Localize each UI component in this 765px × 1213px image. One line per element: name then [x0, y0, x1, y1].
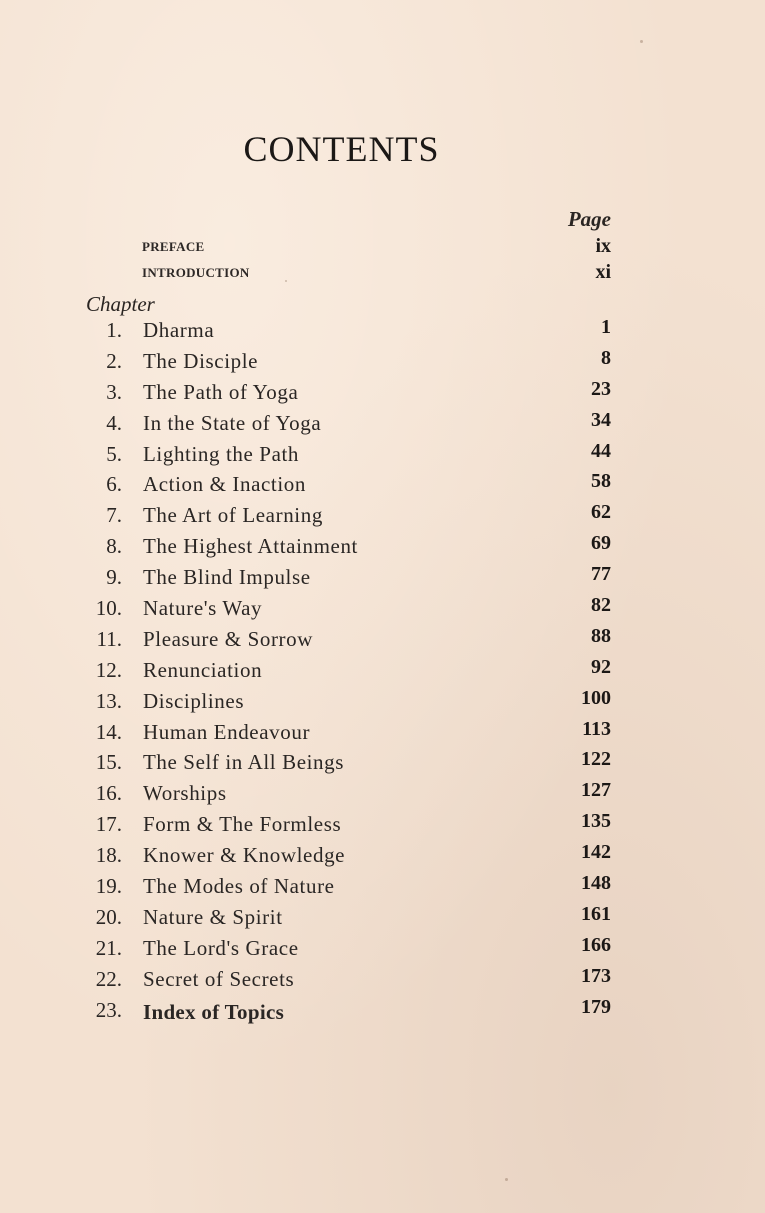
- chapter-row[interactable]: [0, 594, 765, 625]
- chapter-title: In the State of Yoga: [143, 410, 322, 435]
- chapter-row[interactable]: [0, 409, 765, 440]
- chapter-title: The Art of Learning: [143, 503, 323, 528]
- chapter-number: 3.: [106, 379, 122, 404]
- chapter-number: 22.: [95, 966, 122, 991]
- chapter-title: Renunciation: [143, 657, 263, 682]
- chapter-number: 6.: [106, 472, 122, 497]
- paper-speck: [285, 280, 287, 282]
- chapter-title: Worships: [143, 781, 227, 806]
- chapter-title: Disciplines: [143, 688, 245, 713]
- chapter-page-number: 135: [581, 810, 611, 833]
- front-matter-page: ix: [595, 235, 611, 257]
- chapter-row[interactable]: [0, 316, 765, 347]
- chapter-page-number: 122: [581, 748, 611, 771]
- chapter-number: 12.: [95, 657, 122, 682]
- chapter-number: 8.: [106, 534, 122, 559]
- chapter-page-number: 100: [581, 686, 611, 709]
- chapter-list: [0, 316, 765, 1026]
- chapter-title: Secret of Secrets: [143, 966, 295, 991]
- chapter-number: 11.: [96, 626, 122, 651]
- chapter-title: Index of Topics: [143, 999, 285, 1024]
- chapter-page-number: 179: [581, 995, 611, 1018]
- chapter-number: 20.: [95, 904, 122, 929]
- chapter-number: 23.: [95, 997, 122, 1022]
- chapter-number: 17.: [95, 812, 122, 837]
- chapter-page-number: 88: [591, 624, 611, 647]
- chapter-title: The Self in All Beings: [143, 750, 345, 775]
- chapter-title: Pleasure & Sorrow: [143, 626, 314, 651]
- front-matter-page: xi: [595, 261, 611, 283]
- chapter-title: Lighting the Path: [143, 441, 300, 466]
- chapter-page-number: 148: [581, 872, 611, 895]
- chapter-page-number: 69: [591, 532, 611, 555]
- paper-speck: [640, 40, 643, 43]
- chapter-row[interactable]: [0, 656, 765, 687]
- chapter-page-number: 166: [581, 933, 611, 956]
- chapter-page-number: 82: [591, 594, 611, 617]
- chapter-row[interactable]: [0, 347, 765, 378]
- chapter-page-number: 58: [591, 470, 611, 493]
- chapter-row[interactable]: [0, 779, 765, 810]
- chapter-title: The Blind Impulse: [143, 565, 311, 590]
- chapter-row[interactable]: [0, 748, 765, 779]
- chapter-number: 13.: [95, 688, 122, 713]
- chapter-page-number: 34: [591, 408, 611, 431]
- chapter-row[interactable]: [0, 470, 765, 501]
- chapter-row[interactable]: [0, 378, 765, 409]
- chapter-title: The Modes of Nature: [143, 874, 335, 899]
- chapter-page-number: 8: [601, 346, 611, 369]
- front-matter-introduction[interactable]: [142, 261, 611, 287]
- chapter-row[interactable]: [0, 841, 765, 872]
- chapter-number: 2.: [106, 348, 122, 373]
- chapter-title: Knower & Knowledge: [143, 843, 346, 868]
- chapter-title: The Path of Yoga: [143, 379, 299, 404]
- chapter-number: 5.: [106, 441, 122, 466]
- chapter-page-number: 127: [581, 779, 611, 802]
- paper-speck: [505, 1178, 508, 1181]
- chapter-number: 14.: [95, 719, 122, 744]
- page-column-heading: Page: [567, 207, 611, 231]
- chapter-number: 18.: [95, 843, 122, 868]
- chapter-row[interactable]: [0, 903, 765, 934]
- chapter-page-number: 173: [581, 964, 611, 987]
- chapter-page-number: 1: [601, 316, 611, 338]
- chapter-page-number: 23: [591, 377, 611, 400]
- front-matter-label: PREFACE: [142, 239, 205, 254]
- front-matter-preface[interactable]: [142, 235, 611, 261]
- chapter-row[interactable]: [0, 718, 765, 749]
- chapter-title: Human Endeavour: [143, 719, 311, 744]
- chapter-number: 19.: [95, 874, 122, 899]
- chapter-number: 21.: [95, 935, 122, 960]
- chapter-page-number: 92: [591, 655, 611, 678]
- front-matter-label: INTRODUCTION: [142, 265, 250, 280]
- chapter-title: Action & Inaction: [143, 472, 306, 497]
- chapter-number: 9.: [106, 565, 122, 590]
- chapter-title: The Highest Attainment: [143, 534, 358, 559]
- chapter-row[interactable]: [0, 440, 765, 471]
- chapter-row[interactable]: [0, 687, 765, 718]
- chapter-title: The Lord's Grace: [143, 935, 299, 960]
- chapter-row[interactable]: [0, 996, 765, 1027]
- chapter-title: Dharma: [143, 318, 215, 342]
- chapter-row[interactable]: [0, 872, 765, 903]
- chapter-row[interactable]: [0, 625, 765, 656]
- chapter-number: 1.: [106, 318, 122, 342]
- chapter-page-number: 161: [581, 902, 611, 925]
- chapter-page-number: 142: [581, 841, 611, 864]
- chapter-title: The Disciple: [143, 348, 259, 373]
- chapter-number: 7.: [106, 503, 122, 528]
- chapter-page-number: 62: [591, 501, 611, 524]
- chapter-title: Nature's Way: [143, 596, 263, 621]
- chapter-row[interactable]: [0, 934, 765, 965]
- chapter-page-number: 44: [591, 439, 611, 462]
- chapter-row[interactable]: [0, 810, 765, 841]
- chapter-title: Form & The Formless: [143, 812, 342, 837]
- chapter-number: 10.: [95, 596, 122, 621]
- chapter-page-number: 113: [582, 717, 611, 740]
- chapter-column-heading: Chapter: [86, 292, 155, 316]
- chapter-row[interactable]: [0, 501, 765, 532]
- chapter-number: 16.: [95, 781, 122, 806]
- chapter-row[interactable]: [0, 965, 765, 996]
- page-title: CONTENTS: [243, 129, 440, 169]
- chapter-number: 15.: [95, 750, 122, 775]
- chapter-page-number: 77: [591, 563, 611, 586]
- chapter-title: Nature & Spirit: [143, 904, 283, 929]
- chapter-row[interactable]: [0, 532, 765, 563]
- chapter-number: 4.: [106, 410, 122, 435]
- chapter-row[interactable]: [0, 563, 765, 594]
